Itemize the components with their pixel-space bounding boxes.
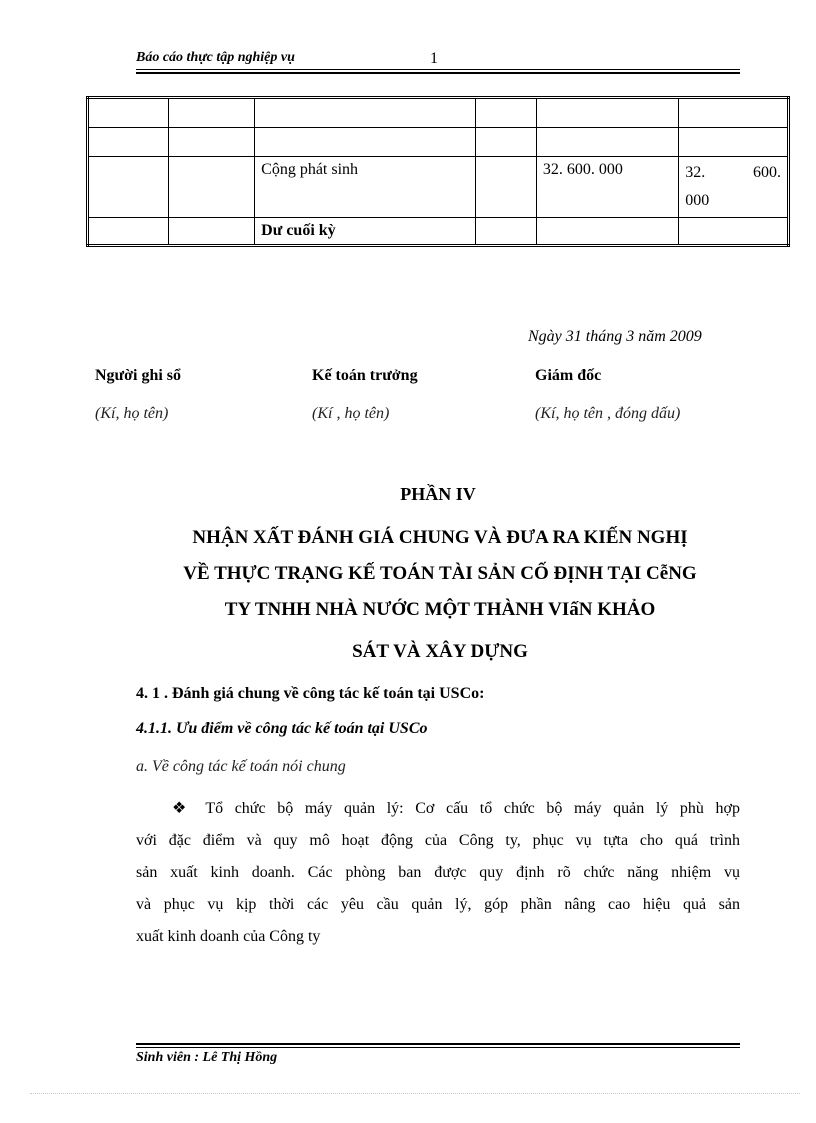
section-title-line: SÁT VÀ XÂY DỰNG — [352, 641, 528, 662]
header-rule — [136, 69, 740, 70]
table-row — [88, 98, 789, 128]
amount-part: 000 — [685, 192, 710, 209]
table-cell — [88, 98, 169, 128]
signature-subtitle: (Kí, họ tên) — [95, 405, 169, 422]
table-cell — [476, 128, 537, 157]
footer-rule — [136, 1047, 740, 1048]
table-cell — [255, 128, 476, 157]
table-cell — [168, 218, 255, 246]
table-cell — [88, 128, 169, 157]
paragraph-line: xuất kinh doanh của Công ty — [136, 928, 321, 945]
table-cell-amount: 32. 600. 000 — [536, 157, 678, 218]
paragraph-line: Tổ chức bộ máy quản lý: Cơ cấu tổ chức bộ máy quản lý phù hợp — [205, 800, 741, 817]
table-cell — [536, 128, 678, 157]
table-cell — [168, 157, 255, 218]
table-cell — [536, 98, 678, 128]
table-cell-amount-wrapped — [679, 157, 789, 218]
date-line: Ngày 31 tháng 3 năm 2009 — [528, 328, 702, 345]
amount-part: 600. — [753, 164, 781, 181]
table-cell — [476, 98, 537, 128]
table-cell — [476, 157, 537, 218]
section-title-line: NHẬN XẤT ĐÁNH GIÁ CHUNG VÀ ĐƯA RA KIẾN NGHỊ — [192, 527, 688, 548]
table-cell-label: Dư cuối kỳ — [255, 218, 476, 246]
paragraph-line: sản xuất kinh doanh. Các phòng ban được quy định rõ chức năng nhiệm vụ — [136, 864, 740, 881]
table-cell — [476, 218, 537, 246]
table-cell-label: Cộng phát sinh — [255, 157, 476, 218]
section-title-line: VỀ THỰC TRẠNG KẾ TOÁN TÀI SẢN CỐ ĐỊNH TẠI CễNG — [183, 563, 697, 584]
ledger-table — [86, 96, 790, 247]
signature-subtitle: (Kí, họ tên , đóng dấu) — [535, 405, 681, 422]
page-number: 1 — [430, 50, 438, 67]
body-paragraph — [136, 793, 740, 953]
table-cell — [88, 218, 169, 246]
signature-subtitle: (Kí , họ tên) — [312, 405, 390, 422]
amount-part: 32. — [685, 164, 706, 181]
footer-author: Sinh viên : Lê Thị Hồng — [136, 1050, 278, 1065]
table-cell — [168, 98, 255, 128]
diamond-bullet-icon: ❖ — [172, 800, 194, 817]
paragraph-line: và phục vụ kịp thời các yêu cầu quản lý, góp phần nâng cao hiệu quả sản — [136, 896, 740, 913]
table-row-closing — [88, 218, 789, 246]
table-cell — [168, 128, 255, 157]
table-cell — [255, 98, 476, 128]
part-heading: PHẦN IV — [400, 484, 476, 504]
paragraph-line: với đặc điểm và quy mô hoạt động của Công ty, phục vụ tựta cho quá trình — [136, 832, 740, 849]
header-title: Báo cáo thực tập nghiệp vụ — [136, 50, 295, 65]
header-rule-thick — [136, 72, 740, 74]
section-title-line: TY TNHH NHÀ NƯỚC MỘT THÀNH VIấN KHẢO — [224, 599, 656, 620]
signature-title: Kế toán trưởng — [312, 367, 418, 384]
signature-title: Người ghi sổ — [95, 367, 182, 384]
page-edge — [30, 1093, 800, 1094]
table-cell — [88, 157, 169, 218]
footer-rule-thick — [136, 1043, 740, 1045]
table-cell — [679, 98, 789, 128]
heading-4-1: 4. 1 . Đánh giá chung về công tác kế toán tại USCo: — [136, 685, 485, 702]
table-cell — [679, 218, 789, 246]
table-row-total — [88, 157, 789, 218]
table-row — [88, 128, 789, 157]
table-cell — [536, 218, 678, 246]
heading-4-1-1: 4.1.1. Ưu điểm về công tác kế toán tại USCo — [136, 720, 428, 737]
signature-title: Giám đốc — [535, 367, 602, 384]
table-cell — [679, 128, 789, 157]
heading-a: a. Về công tác kế toán nói chung — [136, 758, 346, 775]
